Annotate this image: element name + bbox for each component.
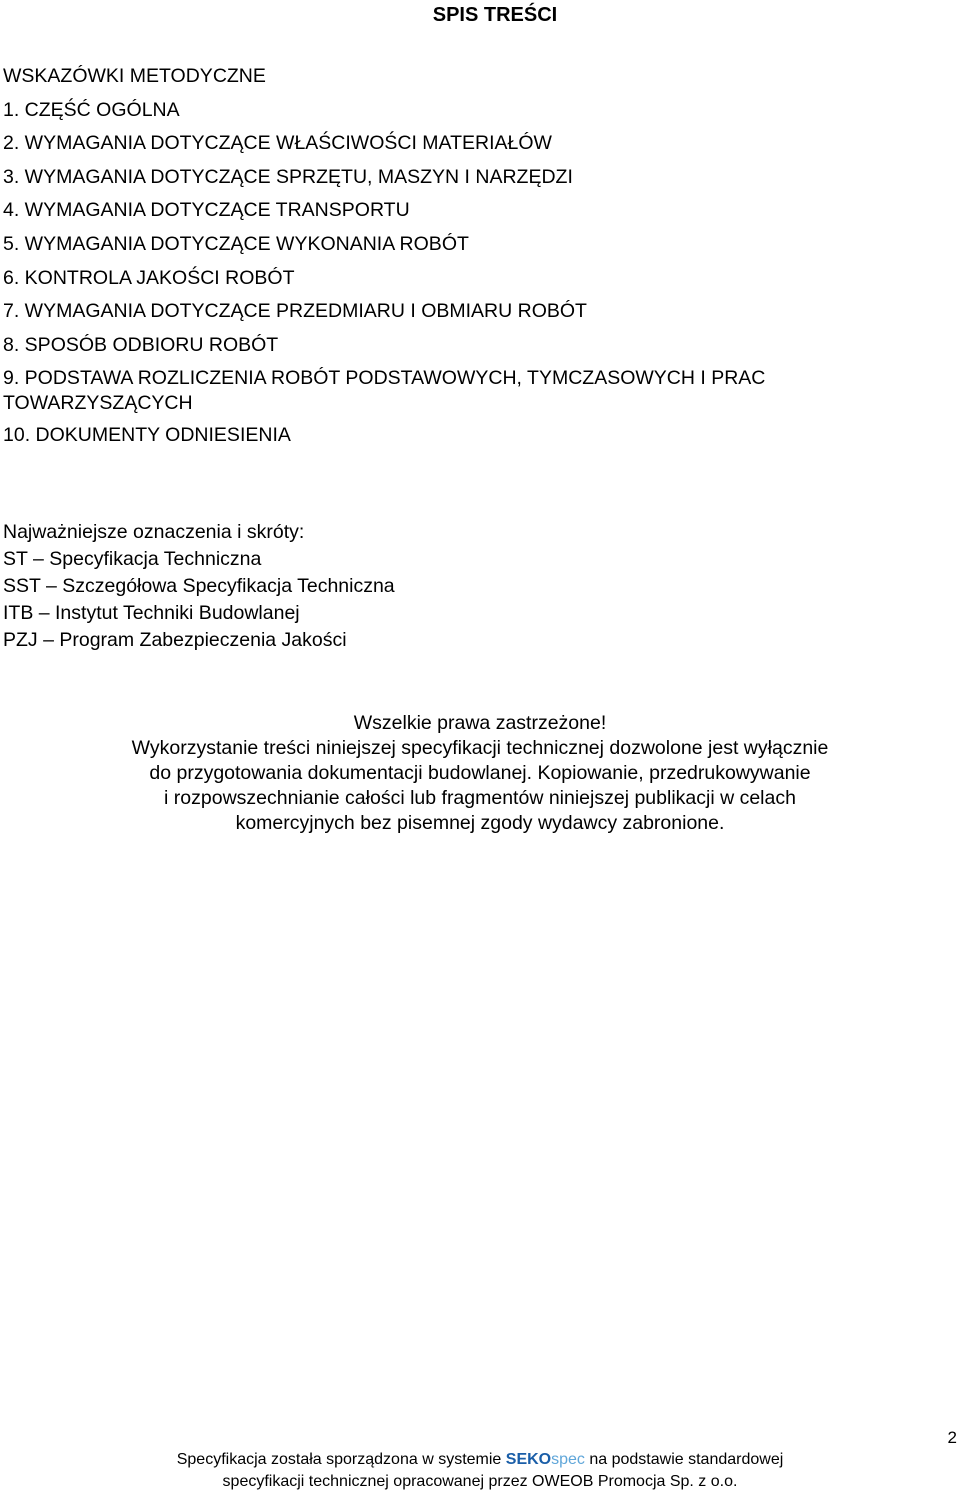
toc-entry-8: 8. SPOSÓB ODBIORU ROBÓT (3, 333, 279, 356)
rights-line-4: i rozpowszechnianie całości lub fragmentów niniejszej publikacji w celach (164, 787, 796, 809)
brand-logo-part-2: spec (551, 1451, 585, 1468)
abbreviations-heading: Najważniejsze oznaczenia i skróty: (3, 521, 305, 543)
rights-line-1: Wszelkie prawa zastrzeżone! (353, 712, 607, 734)
footer-text-before-brand: Specyfikacja została sporządzona w systemie (176, 1451, 502, 1468)
page-number: 2 (947, 1428, 957, 1447)
table-of-contents (3, 60, 943, 453)
footer-line-1 (0, 1449, 960, 1471)
footer-text-after-brand: na podstawie standardowej (589, 1451, 784, 1468)
abbreviation-item-sst: SST – Szczegółowa Specyfikacja Techniczna (3, 575, 395, 597)
toc-entry-guidelines: WSKAZÓWKI METODYCZNE (3, 65, 266, 87)
toc-entry-2: 2. WYMAGANIA DOTYCZĄCE WŁAŚCIWOŚCI MATERIAŁÓW (3, 132, 552, 155)
toc-entry-9: 9. PODSTAWA ROZLICZENIA ROBÓT PODSTAWOWYCH, TYMCZASOWYCH I PRAC TOWARZYSZĄCYCH (3, 367, 766, 414)
toc-entry-6: 6. KONTROLA JAKOŚCI ROBÓT (3, 266, 295, 289)
toc-entry-4: 4. WYMAGANIA DOTYCZĄCE TRANSPORTU (3, 199, 410, 222)
toc-entry-1: 1. CZĘŚĆ OGÓLNA (3, 98, 180, 121)
page-title: SPIS TREŚCI (432, 4, 558, 26)
abbreviation-item-st: ST – Specyfikacja Techniczna (3, 548, 262, 570)
brand-logo-part-1: SEKO (505, 1451, 552, 1468)
abbreviations-section (3, 519, 943, 654)
rights-line-2: Wykorzystanie treści niniejszej specyfikacji technicznej dozwolone jest wyłącznie (131, 737, 829, 759)
abbreviation-item-itb: ITB – Instytut Techniki Budowlanej (3, 602, 300, 624)
toc-entry-5: 5. WYMAGANIA DOTYCZĄCE WYKONANIA ROBÓT (3, 232, 469, 255)
rights-line-5: komercyjnych bez pisemnej zgody wydawcy zabronione. (235, 812, 725, 834)
brand-logo (506, 1451, 585, 1468)
toc-entry-10: 10. DOKUMENTY ODNIESIENIA (3, 424, 291, 447)
toc-entry-3: 3. WYMAGANIA DOTYCZĄCE SPRZĘTU, MASZYN I NARZĘDZI (3, 165, 573, 188)
toc-entry-7: 7. WYMAGANIA DOTYCZĄCE PRZEDMIARU I OBMIARU ROBÓT (3, 300, 587, 323)
abbreviation-item-pzj: PZJ – Program Zabezpieczenia Jakości (3, 629, 347, 651)
rights-notice (0, 711, 960, 836)
page-footer (0, 1449, 960, 1493)
rights-line-3: do przygotowania dokumentacji budowlanej. Kopiowanie, przedrukowywanie (149, 762, 811, 784)
footer-line-2: specyfikacji technicznej opracowanej przez OWEOB Promocja Sp. z o.o. (222, 1473, 738, 1490)
